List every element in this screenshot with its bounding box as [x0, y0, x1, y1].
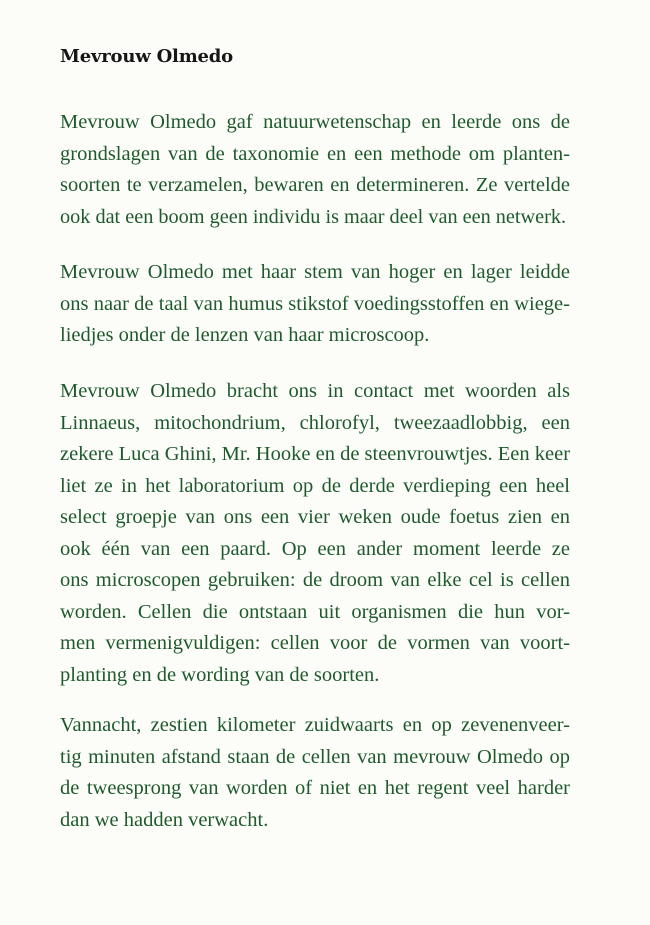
poem-title: Mevrouw Olmedo [60, 46, 233, 67]
stanza-4-line-2: tig minuten afstand staan de cellen van mevrouw Olmedo op [60, 745, 570, 768]
stanza-2-line-2: ons naar de taal van humus stikstof voedingsstoffen en wiege- [60, 292, 570, 315]
stanza-3-line-10: planting en de wording van de soorten. [60, 663, 380, 686]
stanza-2 [60, 257, 570, 352]
stanza-1 [60, 107, 570, 233]
stanza-1-line-4: ook dat een boom geen individu is maar deel van een netwerk. [60, 205, 567, 228]
stanza-3 [60, 376, 570, 691]
stanza-3-line-6: ook één van een paard. Op een ander moment leerde ze [60, 537, 570, 560]
stanza-4 [60, 710, 570, 836]
stanza-1-line-3: soorten te verzamelen, bewaren en determineren. Ze vertelde [60, 174, 570, 196]
stanza-3-line-4: liet ze in het laboratorium op de derde verdieping een heel [60, 474, 570, 497]
stanza-3-line-5: select groepje van ons een vier weken oude foetus zien en [60, 506, 570, 528]
stanza-3-line-1: Mevrouw Olmedo bracht ons in contact met woorden als [60, 380, 570, 402]
stanza-4-line-3: de tweesprong van worden of niet en het regent veel harder [60, 777, 570, 799]
stanza-4-line-4: dan we hadden verwacht. [60, 808, 269, 831]
stanza-1-line-2: grondslagen van de taxonomie en een methode om planten- [60, 142, 570, 165]
stanza-2-line-1: Mevrouw Olmedo met haar stem van hoger en lager leidde [60, 261, 570, 283]
stanza-3-line-7: ons microscopen gebruiken: de droom van elke cel is cellen [60, 569, 570, 591]
stanza-3-line-8: worden. Cellen die ontstaan uit organismen die hun vor- [60, 600, 570, 623]
stanza-3-line-2: Linnaeus, mitochondrium, chlorofyl, tweezaadlobbig, een [60, 411, 570, 434]
stanza-3-line-3: zekere Luca Ghini, Mr. Hooke en de steenvrouwtjes. Een keer [60, 443, 571, 465]
stanza-4-line-1: Vannacht, zestien kilometer zuidwaarts en op zevenenveer- [60, 714, 570, 736]
stanza-3-line-9: men vermenigvuldigen: cellen voor de vormen van voort- [60, 632, 570, 654]
stanza-1-line-1: Mevrouw Olmedo gaf natuurwetenschap en leerde ons de [60, 111, 570, 133]
stanza-2-line-3: liedjes onder de lenzen van haar microscoop. [60, 324, 430, 346]
